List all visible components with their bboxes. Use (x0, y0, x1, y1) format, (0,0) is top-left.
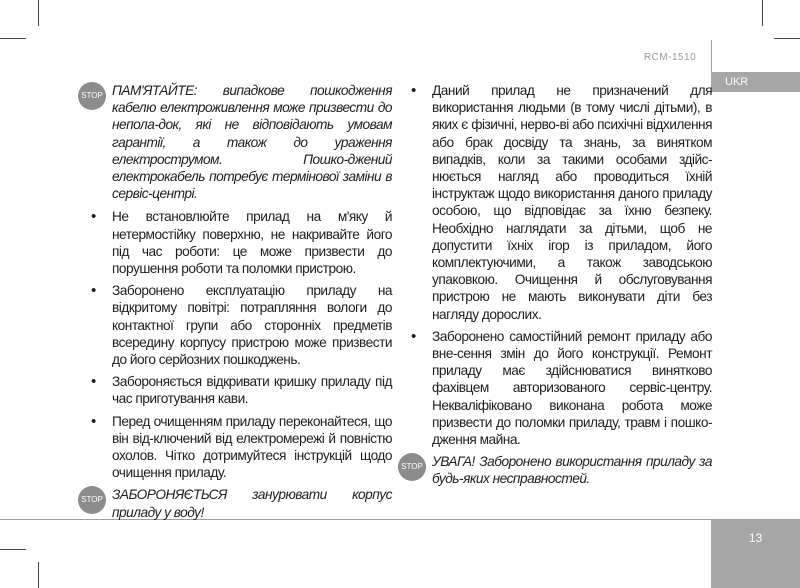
stop-icon: STOP (78, 486, 106, 514)
list-item: • Перед очищенням приладу переконайтеся, що він від-ключений від електромережі й повністю охолов. Чітко дотримуйтеся інструкцій щодо очищення приладу. (78, 413, 392, 482)
language-tab: UKR (711, 72, 800, 92)
stop-notice-lead: УВАГА! (432, 454, 475, 470)
stop-notice-lead: ПАМ'ЯТАЙТЕ: (112, 83, 198, 98)
crop-mark-top-right (762, 0, 763, 26)
stop-notice-text (112, 486, 392, 520)
list-item: • Не встановлюйте прилад на м'яку й нетермостійку поверхню, не накривайте його під час роботи: це може призвести до порушення роботи та поломки пристрою. (78, 208, 392, 277)
crop-mark-top-right-h (774, 38, 800, 39)
list-item: • Заборонено самостійний ремонт приладу або вне-сення змін до його конструкції. Ремонт приладу має здійснюватися винятково фахівцем авторизованого сервіс-центру. Некваліфіковано виконана робота може призвести до поломки приладу, травм і пошко-дження майна. (398, 328, 712, 448)
crop-mark-top-left-h (0, 38, 26, 39)
header-divider-vertical (711, 40, 712, 72)
crop-mark-top-left (38, 0, 39, 26)
stop-notice-water (78, 486, 392, 520)
list-item: • Даний прилад не призначений для використання людьми (в тому числі дітьми), в яких є фізичні, нерво-ві або психічні відхилення або брак досвіду та знань, за винятком випадків, коли за такими особами здійс-нюється нагляд або проводиться їхній інструктаж щодо використання даного приладу особою, що відповідає за їхню безпеку. Необхідно наглядати за дітьми, щоб не допустити їхніх ігор із приладом, його комплектуючими, а також заводською упаковкою. Очищення й обслуговування пристрою не мають виконувати діти без нагляду дорослих. (398, 82, 712, 323)
stop-notice-text (112, 82, 392, 202)
stop-notice-body: Заборонено використання приладу за будь-яких несправностей. (432, 454, 712, 487)
list-item: • Забороняється відкривати кришку приладу під час приготування кави. (78, 373, 392, 407)
crop-mark-bottom-left (38, 562, 39, 588)
stop-notice-lead: ЗАБОРОНЯЄТЬСЯ (112, 487, 227, 503)
stop-notice-attention (398, 453, 712, 487)
model-number: RCM-1510 (643, 52, 697, 63)
stop-notice-cable (78, 82, 392, 202)
stop-notice-text (432, 453, 712, 487)
left-column (78, 82, 392, 527)
stop-notice-body: випадкове пошкодження кабелю електроживлення може призвести до непола-док, які не відповідають умовам гарантії, а також до ураження електрострумом. Пошко-джений електрокабель потребує термінової заміни в сервіс-центрі. (112, 83, 392, 202)
list-item: • Заборонено експлуатацію приладу на відкритому повітрі: потрапляння вологи до контактної групи або сторонніх предметів всередину корпусу пристрою може призвести до його серйозних пошкоджень. (78, 282, 392, 368)
stop-icon: STOP (78, 82, 106, 110)
page-number: 13 (711, 519, 800, 588)
crop-mark-bottom-left-h (0, 549, 26, 550)
stop-icon: STOP (398, 453, 426, 481)
right-column (398, 82, 712, 494)
stop-notice-body: занурювати корпус приладу у воду! (112, 487, 392, 520)
